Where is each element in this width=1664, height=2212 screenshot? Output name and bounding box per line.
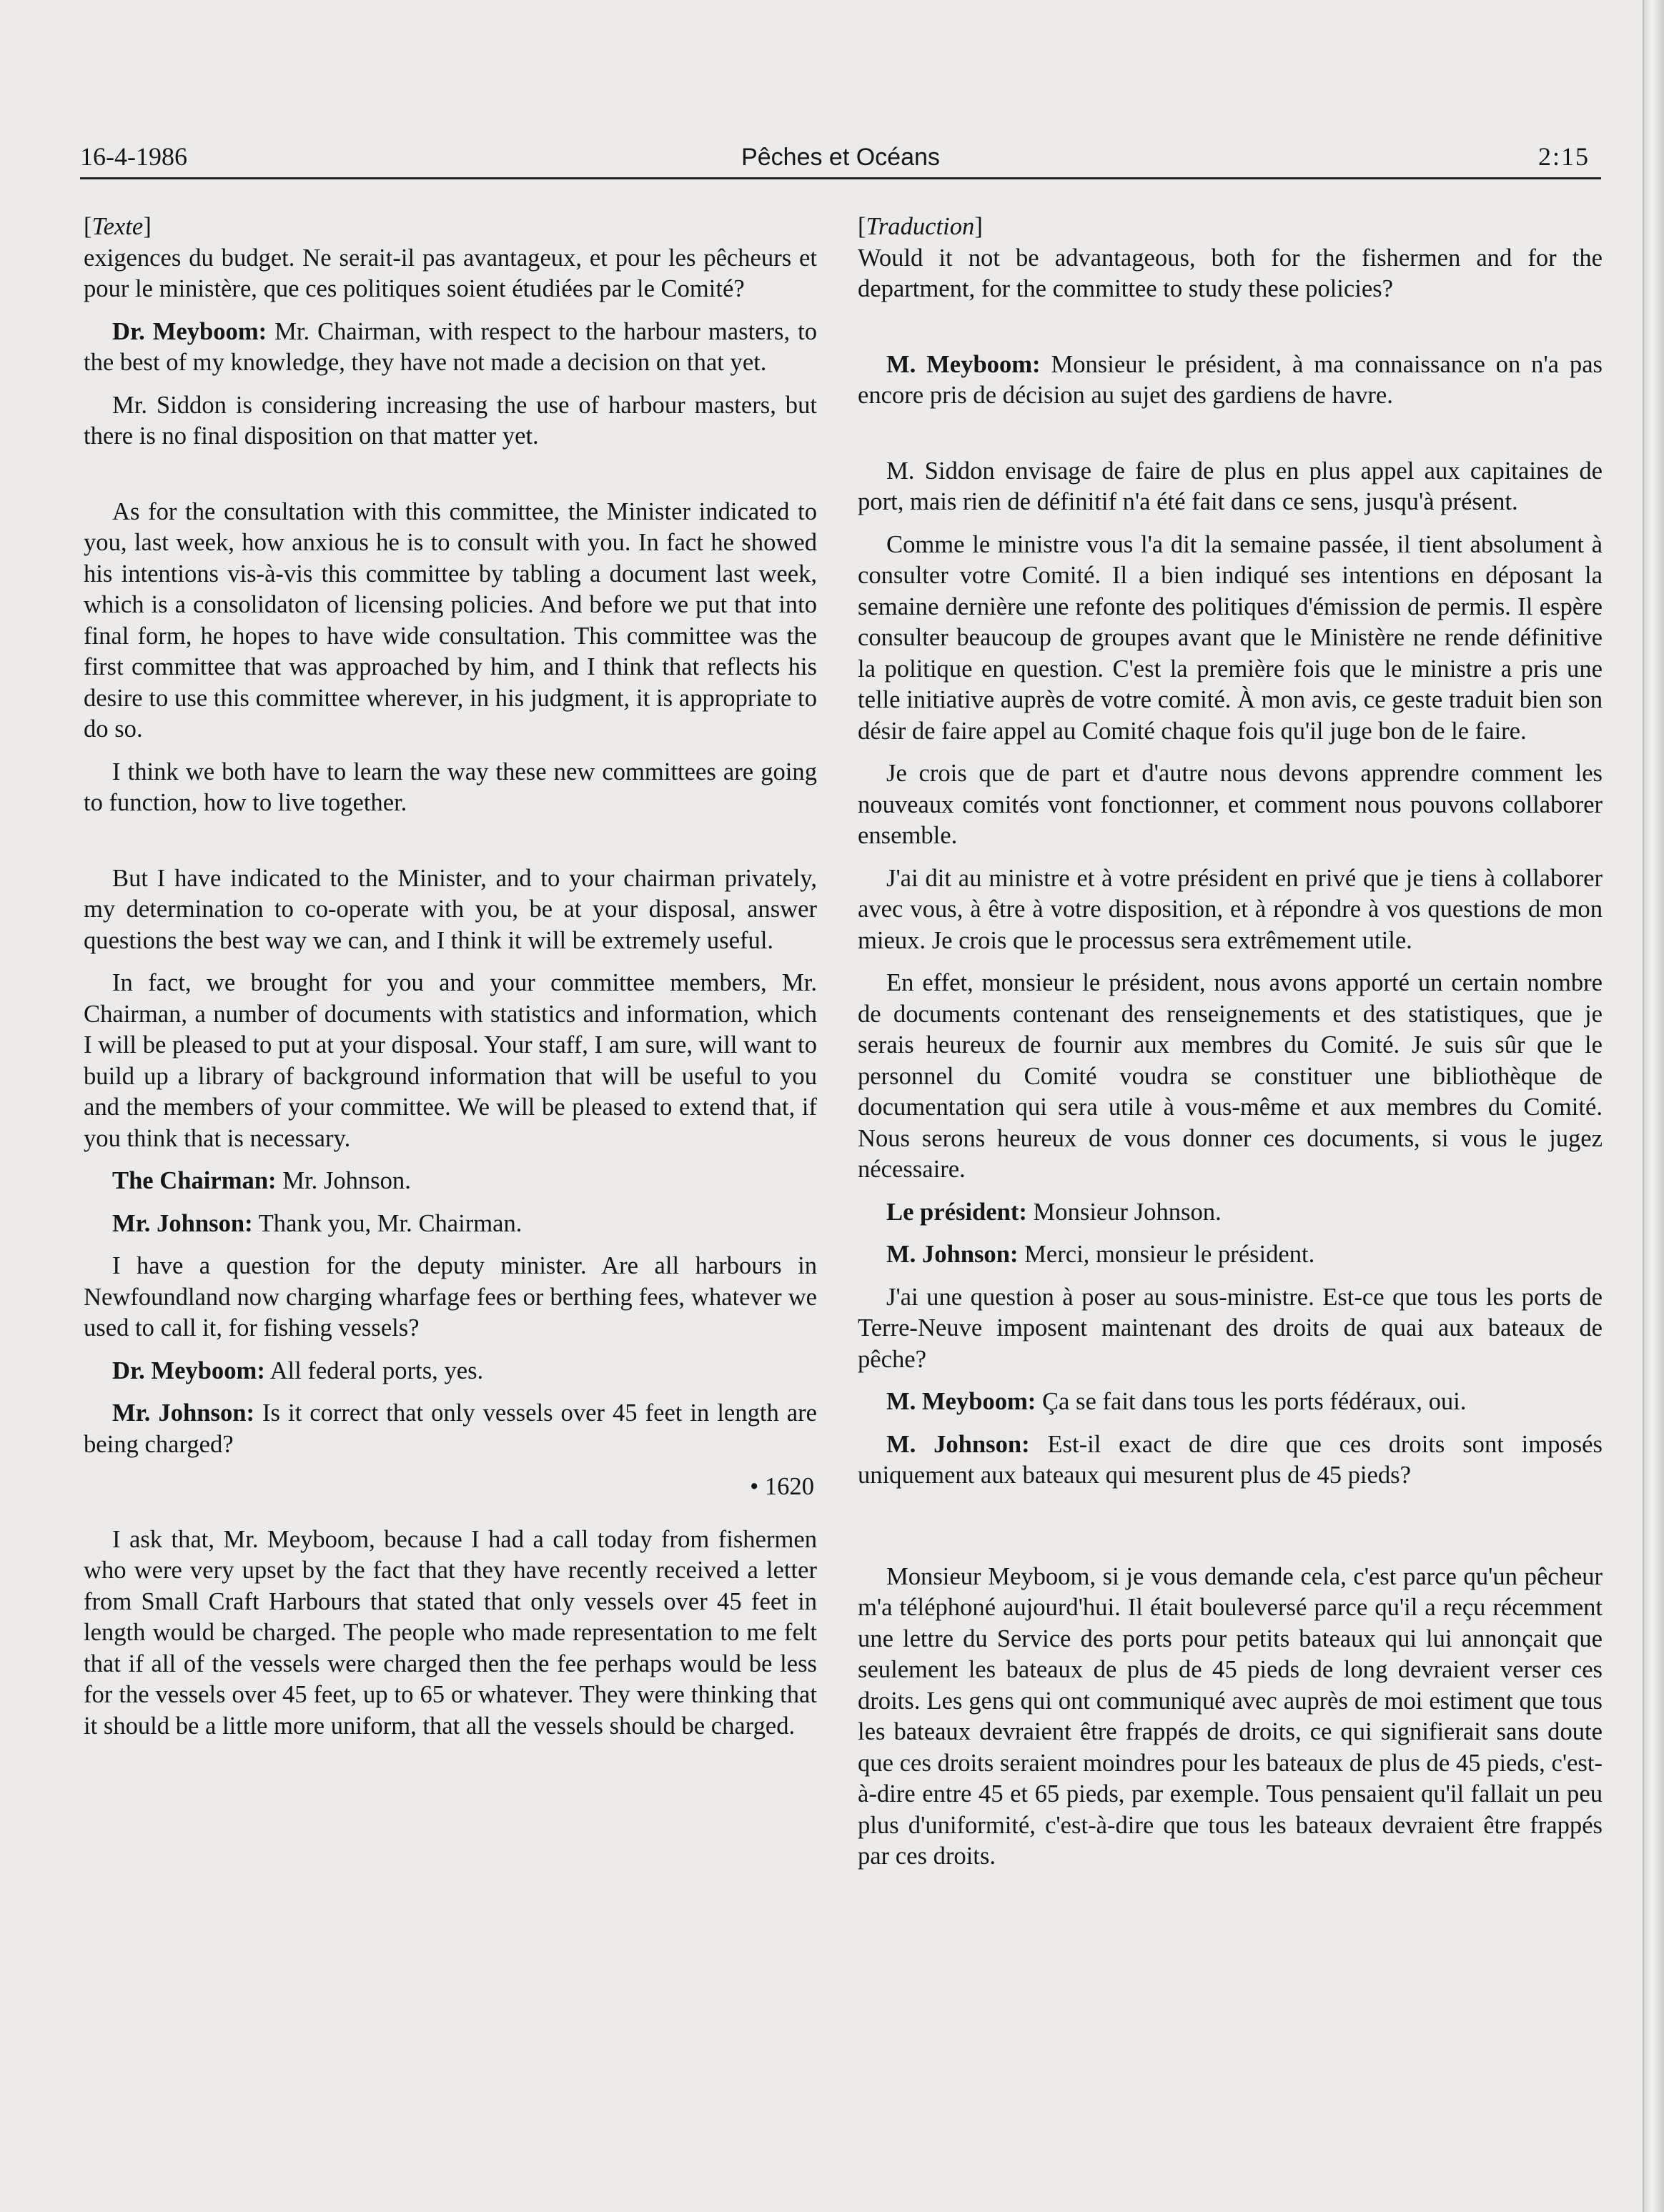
speaker-name: The Chairman:	[112, 1167, 277, 1194]
header-page-number: 2:15	[1537, 142, 1590, 171]
paragraph: Mr. Johnson: Is it correct that only vessels over 45 feet in length are being charged?	[84, 1399, 817, 1458]
paragraph: exigences du budget. Ne serait-il pas avantageux, et pour les pêcheurs et pour le ministère, que ces politiques soient étudiées par le Comité?	[84, 244, 817, 302]
header-date: 16-4-1986	[80, 142, 187, 171]
paragraph: M. Meyboom: Ça se fait dans tous les ports fédéraux, oui.	[886, 1388, 1467, 1415]
paragraph: I have a question for the deputy minister. Are all harbours in Newfoundland now charging wharfage fees or berthing fees, whatever we used to call it, for fishing vessels?	[84, 1252, 817, 1341]
paragraph: Je crois que de part et d'autre nous devons apprendre comment les nouveaux comités vont fonctionner, et comment nous pouvons collaborer ensemble.	[858, 760, 1603, 849]
column-label: [Traduction]	[858, 213, 983, 240]
column-label: [Texte]	[84, 213, 152, 240]
speaker-name: Mr. Johnson:	[112, 1209, 253, 1237]
speaker-name: Le président:	[886, 1198, 1027, 1226]
paragraph: I ask that, Mr. Meyboom, because I had a call today from fishermen who were very upset by the fact that they have recently received a letter from Small Craft Harbours that stated that only vessels over 45 feet in length would be charged. The people who made representation to me felt that if all of the vessels were charged then the fee perhaps would be less for the vessels over 45 feet, up to 65 or whatever. They were thinking that it should be a little more uniform, that all the vessels should be charged.	[84, 1525, 817, 1740]
speaker-name: Dr. Meyboom:	[112, 1357, 265, 1384]
paragraph: Comme le ministre vous l'a dit la semaine passée, il tient absolument à consulter votre Comité. Il a bien indiqué ses intentions en déposant la semaine dernière une refonte des politiques d'émission de permis. Il espère consulter beaucoup de groupes avant que le Ministère ne rende définitive la politique en question. C'est la première fois que le ministre a pris une telle initiative auprès de votre comité. À mon avis, ce geste traduit bien son désir de faire appel au Comité chaque fois qu'il juge bon de le faire.	[858, 530, 1603, 745]
paragraph: J'ai une question à poser au sous-ministre. Est-ce que tous les ports de Terre-Neuve imposent maintenant des droits de quai aux bateaux de pêche?	[858, 1283, 1603, 1373]
header-title: Pêches et Océans	[741, 144, 940, 171]
paragraph: M. Johnson: Est-il exact de dire que ces droits sont imposés uniquement aux bateaux qui mesurent plus de 45 pieds?	[858, 1430, 1603, 1489]
paragraph: Mr. Siddon is considering increasing the use of harbour masters, but there is no final disposition on that matter yet.	[84, 391, 817, 450]
paragraph: I think we both have to learn the way these new committees are going to function, how to live together.	[84, 758, 817, 816]
paragraph: M. Johnson: Merci, monsieur le président.	[886, 1241, 1315, 1268]
paragraph: Le président: Monsieur Johnson.	[886, 1198, 1222, 1226]
column-french	[858, 212, 1603, 1884]
paragraph: Monsieur Meyboom, si je vous demande cela, c'est parce qu'un pêcheur m'a téléphoné aujourd'hui. Il était bouleversé parce qu'il a reçu récemment une lettre du Service des ports pour petits bateaux qui lui annonçait que seulement les bateaux de plus de 45 pieds de long devraient verser ces droits. Les gens qui ont communiqué avec auprès de moi estiment que tous les bateaux devraient être frappés de droits, ce qui signifierait sans doute que ces droits seraient moindres pour les bateaux de plus de 45 pieds, c'est-à-dire entre 45 et 65 pieds, par exemple. Tous pensaient qu'il fallait un peu plus d'uniformité, c'est-à-dire que tous les bateaux devraient être frappés par ces droits.	[858, 1562, 1603, 1870]
paragraph: M. Siddon envisage de faire de plus en plus appel aux capitaines de port, mais rien de définitif n'a été fait dans ce sens, jusqu'à présent.	[858, 457, 1603, 515]
running-header	[80, 137, 1601, 179]
speaker-name: Dr. Meyboom:	[112, 317, 267, 345]
paragraph: Would it not be advantageous, both for the fishermen and for the department, for the committee to study these policies?	[858, 244, 1603, 302]
speaker-name: M. Johnson:	[886, 1430, 1030, 1458]
speaker-name: M. Johnson:	[886, 1241, 1019, 1268]
paragraph: As for the consultation with this committee, the Minister indicated to you, last week, how anxious he is to consult with you. In fact he showed his intentions vis-à-vis this committee by tabling a document last week, which is a consolidaton of licensing policies. And before we put that into final form, he hopes to have wide consultation. This committee was the first committee that was approached by him, and I think that reflects his desire to use this committee wherever, in his judgment, it is appropriate to do so.	[84, 497, 817, 743]
paragraph: M. Meyboom: Monsieur le président, à ma connaissance on n'a pas encore pris de décision au sujet des gardiens de havre.	[858, 350, 1603, 409]
speaker-name: M. Meyboom:	[886, 1388, 1036, 1415]
paragraph: J'ai dit au ministre et à votre président en privé que je tiens à collaborer avec vous, à être à votre disposition, et à répondre à vos questions de mon mieux. Je crois que le processus sera extrêmement utile.	[858, 864, 1603, 954]
column-english	[84, 212, 817, 1753]
paragraph: But I have indicated to the Minister, and to your chairman privately, my determination to co-operate with you, be at your disposal, answer questions the best way we can, and I think it will be extremely useful.	[84, 864, 817, 954]
page-edge	[1643, 0, 1664, 2212]
speaker-name: Mr. Johnson:	[112, 1399, 254, 1427]
paragraph: Mr. Johnson: Thank you, Mr. Chairman.	[112, 1209, 523, 1237]
paragraph: En effet, monsieur le président, nous avons apporté un certain nombre de documents contenant des renseignements et des statistiques, que je serais heureux de fournir aux membres du Comité. Je suis sûr que le personnel du Comité voudra se constituer une bibliothèque de documentation qui sera utile à vous-même et aux membres du Comité. Nous serons heureux de vous donner ces documents, si vous le jugez nécessaire.	[858, 969, 1603, 1183]
paragraph: In fact, we brought for you and your committee members, Mr. Chairman, a number of documents with statistics and information, which I will be pleased to put at your disposal. Your staff, I am sure, will want to build up a library of background information that will be useful to you and the members of your committee. We will be pleased to extend that, if you think that is necessary.	[84, 969, 817, 1152]
paragraph: Dr. Meyboom: Mr. Chairman, with respect to the harbour masters, to the best of my knowledge, they have not made a decision on that yet.	[84, 317, 817, 376]
paragraph: Dr. Meyboom: All federal ports, yes.	[112, 1357, 484, 1384]
speaker-name: M. Meyboom:	[886, 350, 1041, 378]
time-marker: • 1620	[750, 1473, 814, 1500]
paragraph: The Chairman: Mr. Johnson.	[112, 1167, 411, 1194]
